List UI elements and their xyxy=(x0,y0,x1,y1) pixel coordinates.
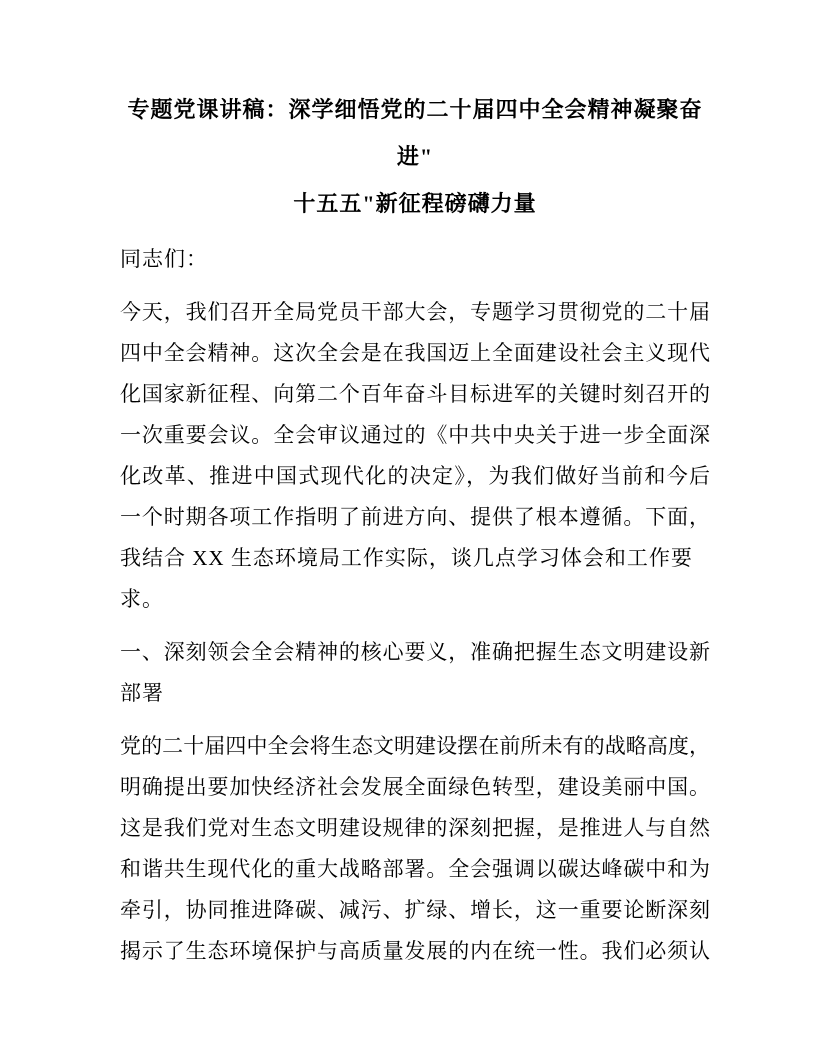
text-line: 部署 xyxy=(120,681,164,705)
text-line: 一、深刻领会全会精神的核心要义，准确把握生态文明建设新 xyxy=(120,640,710,664)
document-title xyxy=(120,86,710,227)
text-line: 一个时期各项工作指明了前进方向、提供了根本遵循。下面， xyxy=(120,505,710,529)
title-line: 十五五"新征程磅礴力量 xyxy=(293,191,537,216)
text-line: 党的二十届四中全会将生态文明建设摆在前所未有的战略高度， xyxy=(120,734,710,758)
paragraph-section-heading xyxy=(120,632,710,714)
text-line: 一次重要会议。全会审议通过的《中共中央关于进一步全面深 xyxy=(120,423,710,447)
text-line: 这是我们党对生态文明建设规律的深刻把握，是推进人与自然 xyxy=(120,816,710,840)
text-line: 同志们： xyxy=(120,247,208,271)
title-line: 专题党课讲稿：深学细悟党的二十届四中全会精神凝聚奋进" xyxy=(127,97,703,169)
paragraph-intro xyxy=(120,292,710,620)
text-line: 四中全会精神。这次全会是在我国迈上全面建设社会主义现代 xyxy=(120,341,710,365)
text-line: 明确提出要加快经济社会发展全面绿色转型，建设美丽中国。 xyxy=(120,775,710,799)
text-line: 化国家新征程、向第二个百年奋斗目标进军的关键时刻召开的 xyxy=(120,382,710,406)
text-line: 今天，我们召开全局党员干部大会，专题学习贯彻党的二十届 xyxy=(120,300,710,324)
text-line: 我结合 XX 生态环境局工作实际，谈几点学习体会和工作要求。 xyxy=(120,546,693,611)
text-line: 揭示了生态环境保护与高质量发展的内在统一性。我们必须认 xyxy=(120,939,710,963)
paragraph-salutation xyxy=(120,239,710,280)
text-line: 牵引，协同推进降碳、减污、扩绿、增长，这一重要论断深刻 xyxy=(120,898,710,922)
text-line: 化改革、推进中国式现代化的决定》，为我们做好当前和今后 xyxy=(120,464,710,488)
paragraph-section-body xyxy=(120,726,710,972)
text-line: 和谐共生现代化的重大战略部署。全会强调以碳达峰碳中和为 xyxy=(120,857,710,881)
